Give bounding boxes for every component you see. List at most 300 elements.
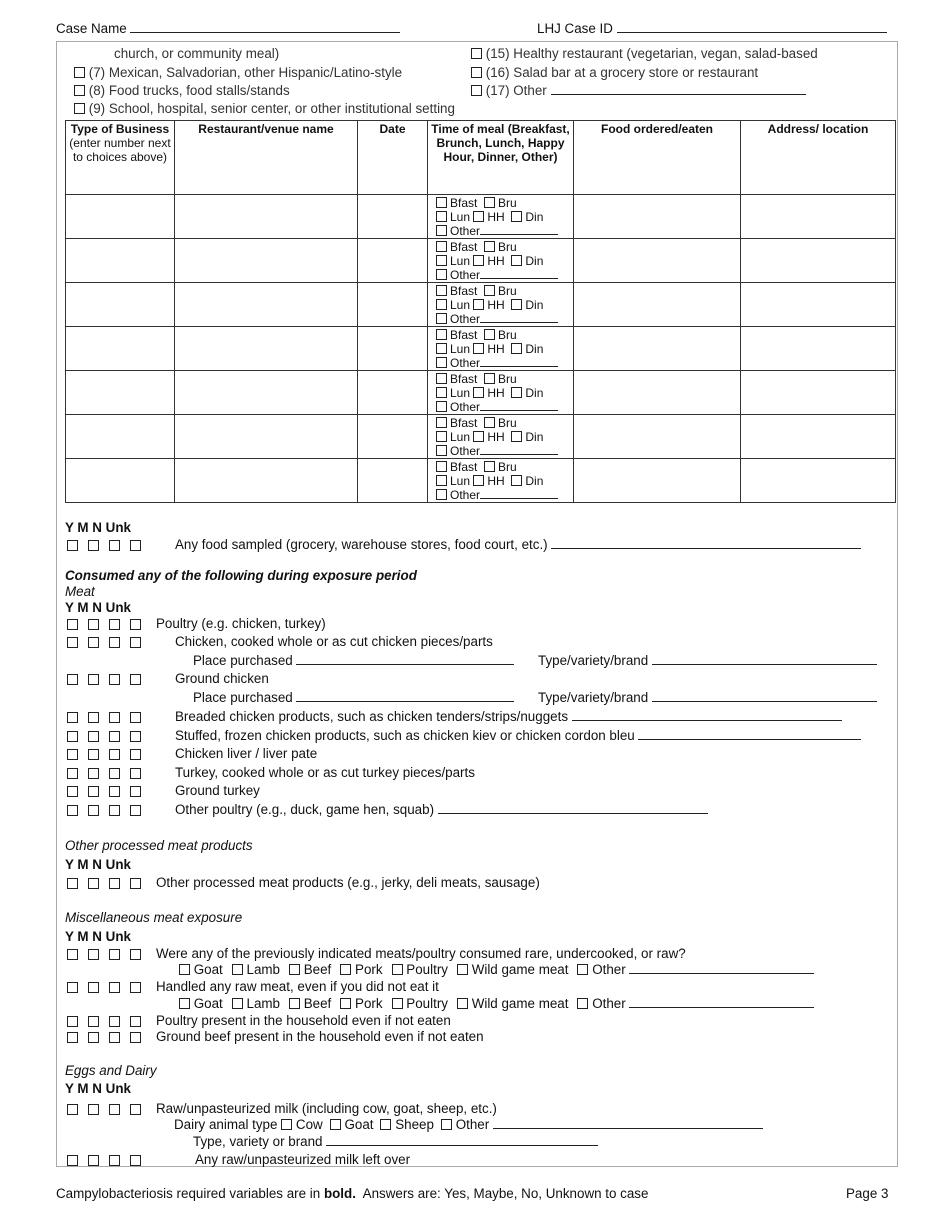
bru-checkbox[interactable] [484,241,495,252]
ground-beef-present-label: Ground beef present in the household even if not eaten [156,1029,484,1044]
date-cell[interactable] [358,283,428,327]
yes-checkbox[interactable] [67,1104,78,1115]
no-checkbox[interactable] [109,1104,120,1115]
other-meal-field[interactable] [480,312,558,323]
raw-milk-left-over-label: Any raw/unpasteurized milk left over [195,1152,411,1167]
food-sampled-label: Any food sampled (grocery, warehouse stores, food court, etc.) [175,537,861,552]
lun-checkbox[interactable] [436,299,447,310]
bru-checkbox[interactable] [484,461,495,472]
table-row [66,459,896,503]
bru-label: Bru [498,240,517,254]
yes-checkbox[interactable] [67,982,78,993]
poultry-label: Poultry (e.g. chicken, turkey) [156,616,326,631]
handled-animal-option-checkbox[interactable] [577,998,588,1009]
yes-checkbox[interactable] [67,768,78,779]
other-poultry-field[interactable] [438,802,708,814]
handled-raw-meat-label: Handled any raw meat, even if you did not eat it [156,979,439,994]
unknown-checkbox[interactable] [130,1104,141,1115]
lun-label: Lun [450,430,471,444]
meat-label: Meat [65,584,95,599]
poultry-present-label: Poultry present in the household even if not eaten [156,1013,451,1028]
type-of-business-cell[interactable] [66,371,175,415]
lun-checkbox[interactable] [436,211,447,222]
unknown-checkbox[interactable] [130,731,141,742]
unknown-checkbox[interactable] [130,749,141,760]
food-ordered-cell[interactable] [574,415,741,459]
type-brand-chicken-field[interactable] [652,653,877,665]
address-cell[interactable] [741,195,896,239]
breaded-chicken-field[interactable] [572,709,842,721]
dairy-type-label: Dairy animal type [174,1117,278,1132]
choice-17-checkbox[interactable] [471,85,482,96]
no-checkbox[interactable] [109,712,120,723]
maybe-checkbox[interactable] [88,786,99,797]
yes-checkbox[interactable] [67,949,78,960]
dairy-animal-option-label: Sheep [395,1117,434,1132]
bfast-checkbox[interactable] [436,417,447,428]
date-cell[interactable] [358,239,428,283]
hh-label: HH [487,474,505,488]
no-checkbox[interactable] [109,786,120,797]
address-cell[interactable] [741,459,896,503]
handled-animal-option-checkbox[interactable] [232,998,243,1009]
type-brand-chicken: Type/variety/brand [538,653,877,668]
hh-label: HH [487,342,505,356]
unknown-checkbox[interactable] [130,712,141,723]
unknown-checkbox[interactable] [130,982,141,993]
unknown-checkbox[interactable] [130,805,141,816]
no-checkbox[interactable] [109,1016,120,1027]
chicken-whole-answers [67,635,151,650]
time-of-meal-cell [428,327,574,371]
bfast-label: Bfast [450,196,478,210]
bfast-checkbox[interactable] [436,197,447,208]
bfast-checkbox[interactable] [436,285,447,296]
din-checkbox[interactable] [511,431,522,442]
din-label: Din [525,210,544,224]
unknown-checkbox[interactable] [130,540,141,551]
handled-animal-option-checkbox[interactable] [179,998,190,1009]
table-row [66,283,896,327]
place-purchased-chicken: Place purchased [193,653,514,668]
yes-checkbox[interactable] [67,540,78,551]
bru-label: Bru [498,328,517,342]
bfast-label: Bfast [450,416,478,430]
food-ordered-cell[interactable] [574,371,741,415]
din-checkbox[interactable] [511,255,522,266]
date-cell[interactable] [358,371,428,415]
raw-milk-label: Raw/unpasteurized milk (including cow, goat, sheep, etc.) [156,1101,497,1116]
maybe-checkbox[interactable] [88,878,99,889]
other-checkbox[interactable] [436,401,447,412]
rare-animal-option-label: Beef [303,962,332,977]
venue-name-cell[interactable] [175,371,358,415]
other-checkbox[interactable] [436,445,447,456]
maybe-checkbox[interactable] [88,540,99,551]
handled-animal-option-label: Beef [303,996,332,1011]
yes-checkbox[interactable] [67,878,78,889]
raw-milk-left-over-answers [67,1153,151,1168]
ground-turkey-label: Ground turkey [175,783,260,798]
handled-animal-option-checkbox[interactable] [392,998,403,1009]
dairy-animal-option-label: Other [455,1117,490,1132]
bru-checkbox[interactable] [484,417,495,428]
rare-animal-option-label: Poultry [406,962,448,977]
no-checkbox[interactable] [109,878,120,889]
ground-turkey-answers [67,784,151,799]
rare-meat-answers [67,947,151,962]
unknown-checkbox[interactable] [130,637,141,648]
no-checkbox[interactable] [109,768,120,779]
venue-name-cell[interactable] [175,415,358,459]
unknown-checkbox[interactable] [130,768,141,779]
hh-label: HH [487,254,505,268]
stuffed-chicken-field[interactable] [638,728,861,740]
bru-checkbox[interactable] [484,285,495,296]
choice-16-checkbox[interactable] [471,67,482,78]
chicken-liver-answers [67,747,151,762]
no-checkbox[interactable] [109,540,120,551]
other-label: Other [450,400,481,414]
place-purchased-ground-chicken-field[interactable] [296,690,514,702]
maybe-checkbox[interactable] [88,1032,99,1043]
col-venue-name: Restaurant/venue name [175,121,358,195]
yes-checkbox[interactable] [67,712,78,723]
place-purchased-chicken-field[interactable] [296,653,514,665]
maybe-checkbox[interactable] [88,749,99,760]
din-checkbox[interactable] [511,343,522,354]
choice-9-checkbox[interactable] [74,103,85,114]
meal-options [428,195,573,238]
chicken-liver-label: Chicken liver / liver pate [175,746,318,761]
ymnu-header-5: Y M N Unk [65,1081,131,1096]
food-ordered-cell[interactable] [574,459,741,503]
choice-7-checkbox[interactable] [74,67,85,78]
stuffed-chicken-answers [67,729,151,744]
food-sampled-field[interactable] [551,537,861,549]
poultry-present-answers [67,1014,151,1029]
other-poultry-label: Other poultry (e.g., duck, game hen, squab) [175,802,708,817]
bru-checkbox[interactable] [484,197,495,208]
handled-animal-option-checkbox[interactable] [457,998,468,1009]
col-type-of-business: Type of Business (enter number next to choices above) [66,121,175,195]
consumed-heading: Consumed any of the following during exposure period [65,568,417,583]
din-label: Din [525,254,544,268]
bru-label: Bru [498,284,517,298]
din-checkbox[interactable] [511,475,522,486]
other-checkbox[interactable] [436,357,447,368]
time-of-meal-cell [428,371,574,415]
poultry-answers [67,617,151,632]
other-meal-field[interactable] [480,356,558,367]
maybe-checkbox[interactable] [88,1016,99,1027]
yes-checkbox[interactable] [67,1032,78,1043]
unknown-checkbox[interactable] [130,1155,141,1166]
lun-checkbox[interactable] [436,475,447,486]
date-cell[interactable] [358,327,428,371]
handled-animal-option-checkbox[interactable] [340,998,351,1009]
lhj-case-id-label: LHJ Case ID [537,21,887,36]
rare-animal-option-checkbox[interactable] [340,964,351,975]
time-of-meal-cell [428,459,574,503]
no-checkbox[interactable] [109,1155,120,1166]
lun-label: Lun [450,210,471,224]
hh-checkbox[interactable] [473,431,484,442]
rare-animal-option-label: Goat [193,962,223,977]
food-ordered-cell[interactable] [574,283,741,327]
other-checkbox[interactable] [436,225,447,236]
din-checkbox[interactable] [511,387,522,398]
rare-animal-option-checkbox[interactable] [289,964,300,975]
other-checkbox[interactable] [436,269,447,280]
dairy-animal-option-checkbox[interactable] [330,1119,341,1130]
hh-checkbox[interactable] [473,211,484,222]
unknown-checkbox[interactable] [130,1032,141,1043]
choice-15-checkbox[interactable] [471,48,482,59]
type-variety-brand-field[interactable] [326,1134,598,1146]
venue-name-cell[interactable] [175,327,358,371]
lun-checkbox[interactable] [436,343,447,354]
misc-label: Miscellaneous meat exposure [65,910,243,925]
food-ordered-cell[interactable] [574,327,741,371]
din-label: Din [525,430,544,444]
type-brand-ground-chicken: Type/variety/brand [538,690,877,705]
choice-17-other-field[interactable] [551,83,806,95]
bfast-checkbox[interactable] [436,329,447,340]
type-of-business-cell[interactable] [66,239,175,283]
venue-name-cell[interactable] [175,283,358,327]
type-of-business-cell[interactable] [66,195,175,239]
venue-name-cell[interactable] [175,195,358,239]
other-meal-field[interactable] [480,224,558,235]
handled-animal-option-label: Other [592,996,626,1011]
venue-name-cell[interactable] [175,239,358,283]
maybe-checkbox[interactable] [88,731,99,742]
place-purchased-ground-chicken: Place purchased [193,690,514,705]
yes-checkbox[interactable] [67,674,78,685]
no-checkbox[interactable] [109,619,120,630]
bfast-checkbox[interactable] [436,373,447,384]
handled-animal-option-label: Pork [355,996,383,1011]
dairy-animal-other-field[interactable] [493,1117,763,1129]
rare-animal-option-checkbox[interactable] [577,964,588,975]
address-cell[interactable] [741,239,896,283]
address-cell[interactable] [741,371,896,415]
din-checkbox[interactable] [511,299,522,310]
yes-checkbox[interactable] [67,805,78,816]
ymnu-header-4: Y M N Unk [65,929,131,944]
rare-animal-option-checkbox[interactable] [232,964,243,975]
address-cell[interactable] [741,327,896,371]
choice-8-checkbox[interactable] [74,85,85,96]
rare-animal-option-checkbox[interactable] [392,964,403,975]
lun-label: Lun [450,298,471,312]
maybe-checkbox[interactable] [88,637,99,648]
din-checkbox[interactable] [511,211,522,222]
meal-options [428,415,573,458]
choice-9: (9) School, hospital, senior center, or other institutional setting [74,101,455,116]
yes-checkbox[interactable] [67,786,78,797]
rare-animal-option-checkbox[interactable] [457,964,468,975]
din-label: Din [525,342,544,356]
food-ordered-cell[interactable] [574,195,741,239]
lhj-case-id-field[interactable] [617,21,887,33]
col-date: Date [358,121,428,195]
processed-meat-label: Other processed meat products (e.g., jerky, deli meats, sausage) [156,875,540,890]
yes-checkbox[interactable] [67,749,78,760]
other-meal-field[interactable] [480,268,558,279]
stuffed-chicken-label: Stuffed, frozen chicken products, such as chicken kiev or chicken cordon bleu [175,728,861,743]
rare-animal-option-label: Wild game meat [471,962,569,977]
address-cell[interactable] [741,415,896,459]
rare-meat-label: Were any of the previously indicated meats/poultry consumed rare, undercooked, or raw? [156,946,686,961]
maybe-checkbox[interactable] [88,982,99,993]
unknown-checkbox[interactable] [130,1016,141,1027]
food-ordered-cell[interactable] [574,239,741,283]
date-cell[interactable] [358,415,428,459]
hh-checkbox[interactable] [473,387,484,398]
bru-label: Bru [498,416,517,430]
dairy-animal-option-checkbox[interactable] [281,1119,292,1130]
no-checkbox[interactable] [109,949,120,960]
other-label: Other [450,356,481,370]
lun-checkbox[interactable] [436,387,447,398]
no-checkbox[interactable] [109,731,120,742]
meal-options [428,327,573,370]
hh-checkbox[interactable] [473,475,484,486]
type-of-business-cell[interactable] [66,327,175,371]
handled-animal-option-label: Goat [193,996,223,1011]
meal-options [428,371,573,414]
bfast-checkbox[interactable] [436,461,447,472]
yes-checkbox[interactable] [67,1155,78,1166]
other-label: Other [450,488,481,502]
handled-animal-other-field[interactable] [629,996,814,1008]
time-of-meal-cell [428,239,574,283]
venue-name-cell[interactable] [175,459,358,503]
col-address: Address/ location [741,121,896,195]
type-brand-ground-chicken-field[interactable] [652,690,877,702]
choice-7: (7) Mexican, Salvadorian, other Hispanic/Latino-style [74,65,402,80]
lun-checkbox[interactable] [436,431,447,442]
hh-checkbox[interactable] [473,343,484,354]
bru-label: Bru [498,372,517,386]
rare-animal-options [179,962,814,977]
choice-17: (17) Other [471,83,806,98]
rare-animal-option-label: Lamb [246,962,280,977]
chicken-whole-label: Chicken, cooked whole or as cut chicken pieces/parts [175,634,493,649]
maybe-checkbox[interactable] [88,1155,99,1166]
maybe-checkbox[interactable] [88,768,99,779]
eggs-label: Eggs and Dairy [65,1063,157,1078]
din-label: Din [525,386,544,400]
unknown-checkbox[interactable] [130,786,141,797]
other-label: Other [450,224,481,238]
lun-checkbox[interactable] [436,255,447,266]
no-checkbox[interactable] [109,674,120,685]
rare-animal-other-field[interactable] [629,962,814,974]
food-sampled-row [67,538,151,553]
hh-checkbox[interactable] [473,299,484,310]
no-checkbox[interactable] [109,805,120,816]
hh-label: HH [487,430,505,444]
bru-checkbox[interactable] [484,329,495,340]
ymnu-header-3: Y M N Unk [65,857,131,872]
maybe-checkbox[interactable] [88,805,99,816]
rare-animal-option-label: Other [592,962,626,977]
rare-animal-option-checkbox[interactable] [179,964,190,975]
date-cell[interactable] [358,195,428,239]
choice-15: (15) Healthy restaurant (vegetarian, vegan, salad-based [471,46,818,61]
processed-label: Other processed meat products [65,838,253,853]
other-poultry-answers [67,803,151,818]
other-checkbox[interactable] [436,489,447,500]
handled-animal-options [179,996,814,1011]
time-of-meal-cell [428,283,574,327]
unknown-checkbox[interactable] [130,878,141,889]
maybe-checkbox[interactable] [88,619,99,630]
maybe-checkbox[interactable] [88,949,99,960]
date-cell[interactable] [358,459,428,503]
dairy-animal-option-checkbox[interactable] [380,1119,391,1130]
unknown-checkbox[interactable] [130,619,141,630]
table-row [66,327,896,371]
other-meal-field[interactable] [480,400,558,411]
maybe-checkbox[interactable] [88,674,99,685]
yes-checkbox[interactable] [67,731,78,742]
meal-options [428,239,573,282]
other-label: Other [450,312,481,326]
bfast-checkbox[interactable] [436,241,447,252]
dairy-animal-option-label: Cow [295,1117,323,1132]
yes-checkbox[interactable] [67,637,78,648]
type-of-business-cell[interactable] [66,459,175,503]
hh-checkbox[interactable] [473,255,484,266]
yes-checkbox[interactable] [67,1016,78,1027]
type-variety-brand: Type, variety or brand [193,1134,598,1149]
lun-label: Lun [450,342,471,356]
maybe-checkbox[interactable] [88,1104,99,1115]
type-of-business-cell[interactable] [66,283,175,327]
unknown-checkbox[interactable] [130,949,141,960]
table-row [66,415,896,459]
bru-checkbox[interactable] [484,373,495,384]
footer-note: Campylobacteriosis required variables are in bold. Answers are: Yes, Maybe, No, Unknown to case [56,1186,649,1201]
hh-label: HH [487,210,505,224]
other-meal-field[interactable] [480,488,558,499]
case-name-field[interactable] [130,21,400,33]
address-cell[interactable] [741,283,896,327]
no-checkbox[interactable] [109,637,120,648]
handled-animal-option-checkbox[interactable] [289,998,300,1009]
other-meal-field[interactable] [480,444,558,455]
maybe-checkbox[interactable] [88,712,99,723]
type-of-business-cell[interactable] [66,415,175,459]
din-label: Din [525,298,544,312]
meal-options [428,459,573,502]
choice-church: church, or community meal) [114,46,280,61]
no-checkbox[interactable] [109,749,120,760]
no-checkbox[interactable] [109,1032,120,1043]
yes-checkbox[interactable] [67,619,78,630]
lun-label: Lun [450,386,471,400]
time-of-meal-cell [428,195,574,239]
unknown-checkbox[interactable] [130,674,141,685]
no-checkbox[interactable] [109,982,120,993]
other-checkbox[interactable] [436,313,447,324]
dairy-animal-option-checkbox[interactable] [441,1119,452,1130]
choice-8: (8) Food trucks, food stalls/stands [74,83,290,98]
